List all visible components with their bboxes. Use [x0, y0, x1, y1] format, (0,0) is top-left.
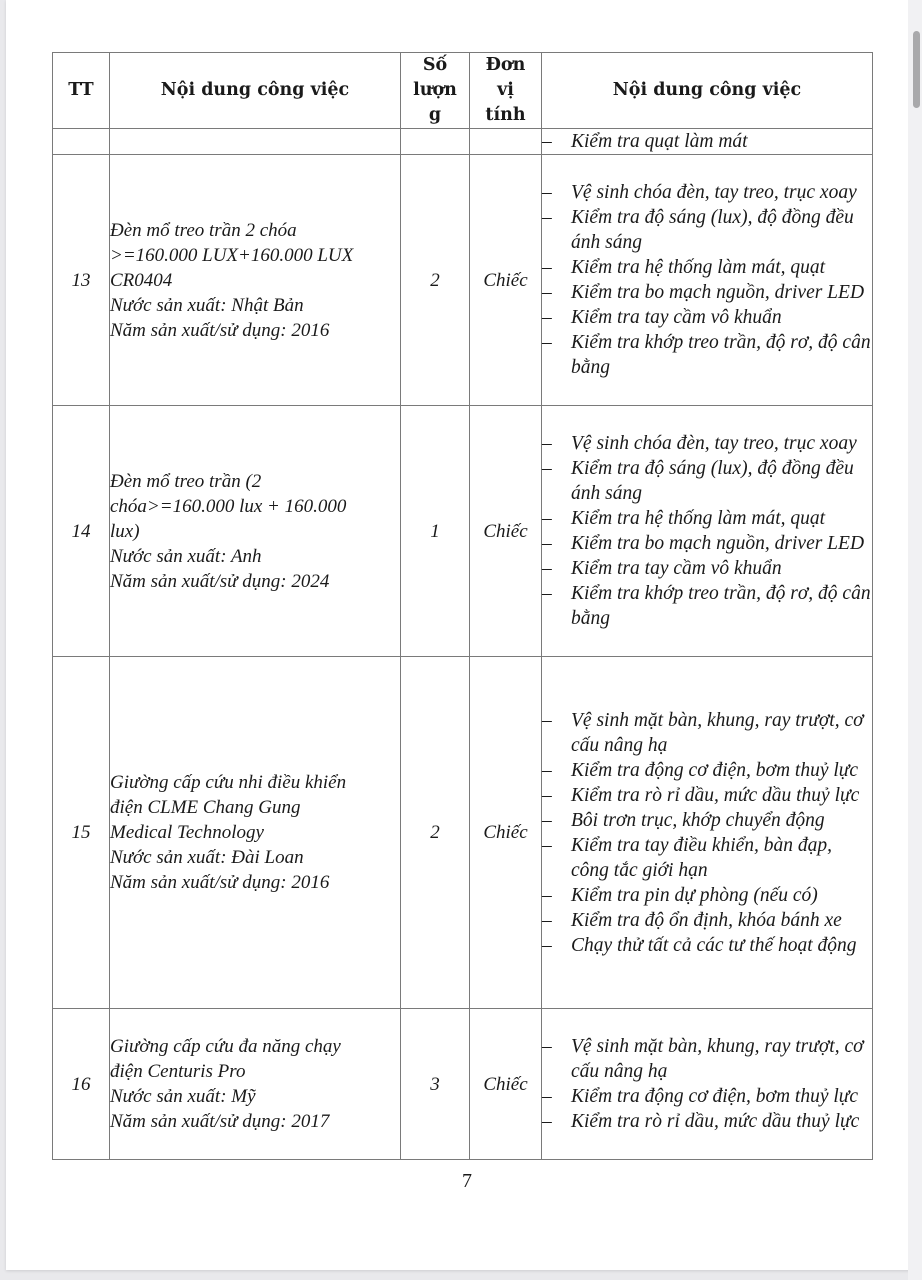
description-line: >=160.000 LUX+160.000 LUX	[110, 244, 354, 266]
cell-unit	[470, 406, 542, 657]
cell-description	[110, 406, 401, 657]
task-text: Chạy thử tất cả các tư thế hoạt động	[571, 934, 857, 956]
cell-unit	[470, 129, 542, 155]
task-text: Kiểm tra tay điều khiển, bàn đạp, công tắc giới hạn	[571, 834, 833, 881]
description-line: Năm sản xuất/sử dụng: 2016	[110, 319, 330, 341]
cell-quantity	[401, 1009, 470, 1160]
task-item	[542, 129, 872, 154]
header-unit-line: tính	[485, 105, 526, 125]
dash-bullet-icon: –	[542, 433, 552, 454]
dash-bullet-icon: –	[542, 182, 552, 203]
task-text: Kiểm tra khớp treo trần, độ rơ, độ cân bằng	[571, 583, 871, 629]
cell-tt	[53, 1009, 110, 1160]
description-line: Nước sản xuất: Nhật Bản	[110, 294, 304, 316]
header-unit	[470, 53, 542, 129]
cell-tasks	[542, 155, 873, 406]
description-line: Giường cấp cứu nhi điều khiển	[110, 772, 347, 793]
cell-tasks	[542, 1009, 873, 1160]
dash-bullet-icon: –	[542, 834, 552, 856]
dash-bullet-icon: –	[542, 207, 552, 228]
dash-bullet-icon: –	[542, 257, 552, 278]
scrollbar[interactable]	[908, 0, 922, 1280]
task-item	[542, 431, 872, 456]
task-list	[542, 129, 872, 154]
dash-bullet-icon: –	[542, 533, 552, 554]
task-text: Bôi trơn trục, khớp chuyển động	[571, 809, 825, 831]
header-quantity-line: lượn	[413, 80, 457, 100]
description-line: Medical Technology	[110, 822, 264, 843]
table-header-row	[53, 53, 873, 129]
table-row	[53, 406, 873, 657]
header-quantity-line: g	[428, 105, 442, 125]
description-line: Nước sản xuất: Anh	[110, 545, 262, 567]
unit-value: Chiếc	[483, 520, 528, 542]
dash-bullet-icon: –	[542, 282, 552, 303]
document-page	[6, 0, 916, 1270]
header-quantity	[401, 53, 470, 129]
cell-quantity	[401, 657, 470, 1009]
description-line: Năm sản xuất/sử dụng: 2024	[110, 570, 330, 592]
header-content: Nội dung công việc	[110, 53, 401, 129]
task-text: Kiểm tra động cơ điện, bơm thuỷ lực	[571, 759, 859, 781]
task-text: Kiểm tra bo mạch nguồn, driver LED	[571, 533, 865, 554]
task-item	[542, 556, 872, 581]
dash-bullet-icon: –	[542, 558, 552, 579]
cell-unit	[470, 1009, 542, 1160]
task-text: Kiểm tra tay cầm vô khuẩn	[571, 558, 782, 579]
cell-description	[110, 1009, 401, 1160]
dash-bullet-icon: –	[542, 759, 552, 781]
task-item	[542, 255, 872, 280]
task-text: Kiểm tra quạt làm mát	[571, 131, 748, 152]
description-line: Đèn mổ treo trần 2 chóa	[110, 219, 297, 241]
task-item	[542, 783, 872, 808]
task-item	[542, 833, 872, 883]
task-text: Vệ sinh mặt bàn, khung, ray trượt, cơ cấu nâng hạ	[571, 709, 864, 756]
task-text: Kiểm tra độ sáng (lux), độ đồng đều ánh sáng	[571, 458, 854, 504]
task-item	[542, 506, 872, 531]
task-text: Vệ sinh chóa đèn, tay treo, trục xoay	[571, 433, 857, 454]
table-row	[53, 657, 873, 1009]
description-line: Đèn mổ treo trần (2	[110, 470, 262, 492]
table-row	[53, 155, 873, 406]
row-number: 16	[71, 1073, 91, 1095]
cell-description	[110, 129, 401, 155]
header-unit-line: Đơn	[485, 55, 526, 75]
task-item	[542, 1034, 872, 1084]
cell-tt	[53, 129, 110, 155]
row-number: 13	[71, 269, 91, 291]
dash-bullet-icon: –	[542, 307, 552, 328]
task-item	[542, 1109, 872, 1134]
task-item	[542, 883, 872, 908]
task-text: Kiểm tra bo mạch nguồn, driver LED	[571, 282, 865, 303]
task-item	[542, 708, 872, 758]
quantity-value: 2	[430, 822, 440, 843]
task-item	[542, 280, 872, 305]
cell-tt	[53, 155, 110, 406]
dash-bullet-icon: –	[542, 583, 552, 604]
cell-tt	[53, 406, 110, 657]
dash-bullet-icon: –	[542, 332, 552, 353]
description-line: Giường cấp cứu đa năng chạy	[110, 1036, 341, 1057]
cell-tasks	[542, 129, 873, 155]
dash-bullet-icon: –	[542, 909, 552, 931]
work-items-table	[52, 52, 873, 1160]
cell-unit	[470, 155, 542, 406]
task-item	[542, 456, 872, 506]
dash-bullet-icon: –	[542, 809, 552, 831]
description-line: Năm sản xuất/sử dụng: 2016	[110, 872, 330, 893]
header-quantity-line: Số	[422, 55, 448, 75]
quantity-value: 1	[430, 520, 440, 542]
task-list	[542, 1034, 872, 1134]
cell-quantity	[401, 406, 470, 657]
description-line: chóa>=160.000 lux + 160.000	[110, 495, 347, 517]
cell-quantity	[401, 155, 470, 406]
task-text: Vệ sinh chóa đèn, tay treo, trục xoay	[571, 182, 857, 203]
description-line: điện Centuris Pro	[110, 1061, 246, 1082]
quantity-value: 3	[430, 1073, 440, 1095]
description-line: Nước sản xuất: Mỹ	[110, 1086, 256, 1107]
cell-unit	[470, 657, 542, 1009]
dash-bullet-icon: –	[542, 884, 552, 906]
cell-description	[110, 155, 401, 406]
description-line: lux)	[110, 520, 140, 542]
cell-quantity	[401, 129, 470, 155]
cell-tasks	[542, 406, 873, 657]
task-text: Kiểm tra độ sáng (lux), độ đồng đều ánh sáng	[571, 207, 854, 253]
task-item	[542, 758, 872, 783]
task-text: Kiểm tra tay cầm vô khuẩn	[571, 307, 782, 328]
dash-bullet-icon: –	[542, 131, 552, 152]
dash-bullet-icon: –	[542, 508, 552, 529]
task-item	[542, 305, 872, 330]
table-row-continuation	[53, 129, 873, 155]
task-item	[542, 205, 872, 255]
cell-description	[110, 657, 401, 1009]
task-list	[542, 431, 872, 631]
dash-bullet-icon: –	[542, 458, 552, 479]
dash-bullet-icon: –	[542, 1111, 552, 1132]
cell-tt	[53, 657, 110, 1009]
task-list	[542, 180, 872, 380]
header-tasks: Nội dung công việc	[542, 53, 873, 129]
dash-bullet-icon: –	[542, 709, 552, 731]
row-number: 15	[71, 822, 91, 843]
dash-bullet-icon: –	[542, 1086, 552, 1107]
task-item	[542, 933, 872, 958]
dash-bullet-icon: –	[542, 784, 552, 806]
task-text: Kiểm tra pin dự phòng (nếu có)	[571, 884, 818, 906]
page-number: 7	[462, 1170, 472, 1192]
description-line: Nước sản xuất: Đài Loan	[110, 847, 304, 868]
description-line: CR0404	[110, 269, 173, 291]
task-item	[542, 180, 872, 205]
task-item	[542, 581, 872, 631]
description-line: điện CLME Chang Gung	[110, 797, 301, 818]
dash-bullet-icon: –	[542, 934, 552, 956]
header-unit-line: vị	[497, 80, 514, 100]
task-text: Kiểm tra động cơ điện, bơm thuỷ lực	[571, 1086, 859, 1107]
row-number: 14	[71, 520, 91, 542]
task-text: Kiểm tra khớp treo trần, độ rơ, độ cân bằng	[571, 332, 871, 378]
task-item	[542, 330, 872, 380]
task-text: Vệ sinh mặt bàn, khung, ray trượt, cơ cấu nâng hạ	[571, 1036, 864, 1082]
task-text: Kiểm tra rò rỉ dầu, mức dầu thuỷ lực	[571, 784, 860, 806]
unit-value: Chiếc	[483, 269, 528, 291]
unit-value: Chiếc	[483, 1073, 528, 1095]
task-text: Kiểm tra rò rỉ dầu, mức dầu thuỷ lực	[571, 1111, 860, 1132]
task-text: Kiểm tra độ ổn định, khóa bánh xe	[571, 909, 842, 931]
task-list	[542, 708, 872, 958]
unit-value: Chiếc	[483, 822, 528, 843]
task-item	[542, 1084, 872, 1109]
dash-bullet-icon: –	[542, 1036, 552, 1057]
header-tt: TT	[53, 53, 110, 129]
description-line: Năm sản xuất/sử dụng: 2017	[110, 1111, 330, 1132]
task-text: Kiểm tra hệ thống làm mát, quạt	[571, 257, 826, 278]
scrollbar-thumb[interactable]	[913, 31, 920, 108]
task-item	[542, 531, 872, 556]
task-item	[542, 908, 872, 933]
cell-tasks	[542, 657, 873, 1009]
quantity-value: 2	[430, 269, 440, 291]
task-item	[542, 808, 872, 833]
table-row	[53, 1009, 873, 1160]
task-text: Kiểm tra hệ thống làm mát, quạt	[571, 508, 826, 529]
